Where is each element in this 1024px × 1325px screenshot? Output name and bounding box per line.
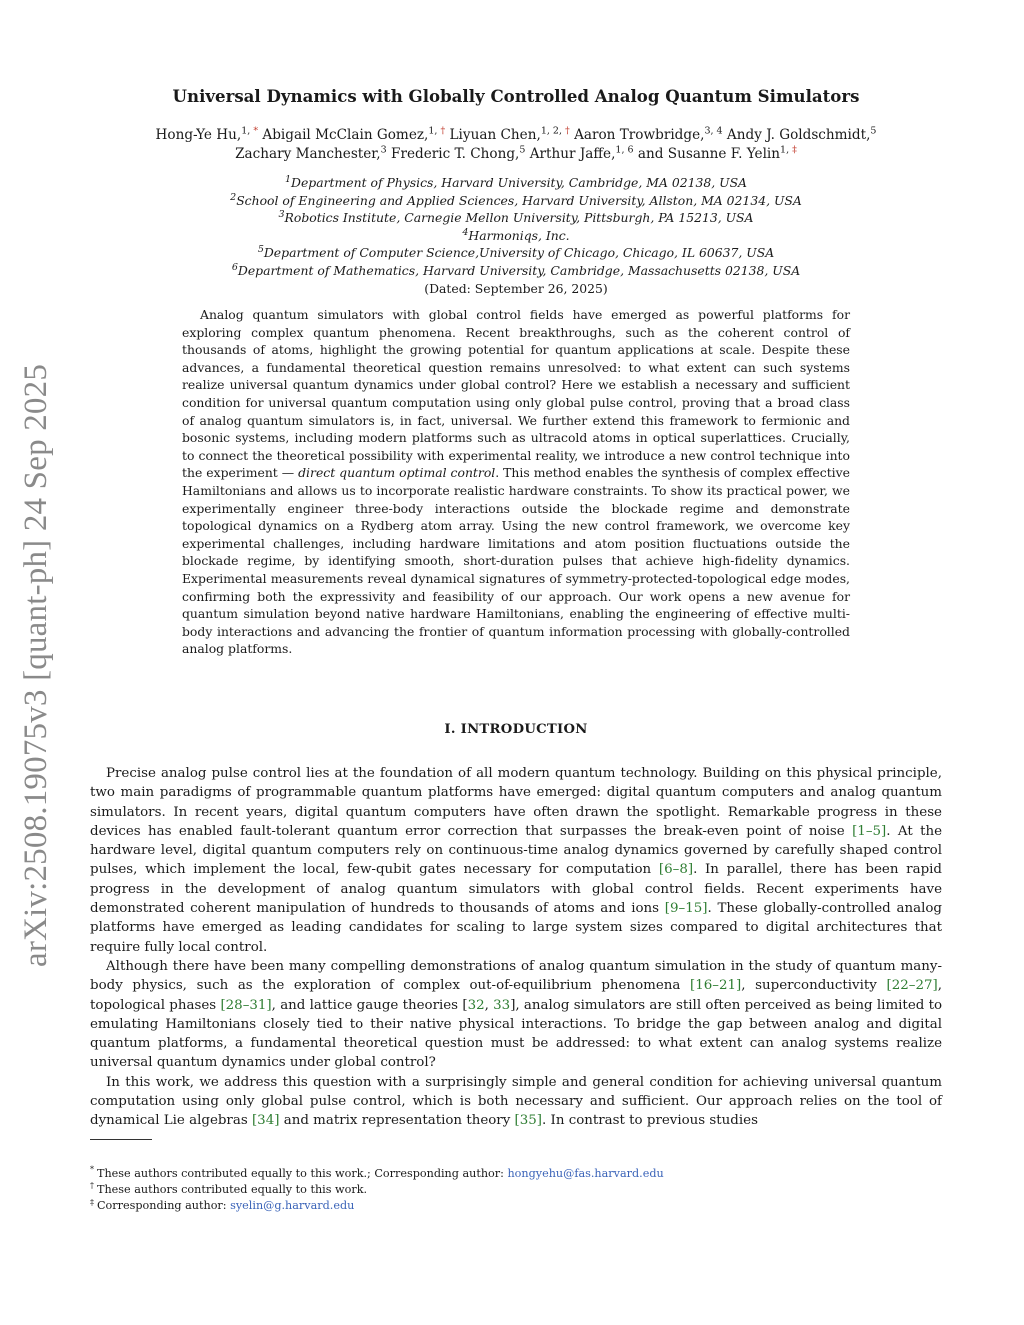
author bbox=[574, 127, 723, 143]
intro-paragraph-1 bbox=[90, 764, 942, 957]
affiliation-line bbox=[90, 209, 942, 227]
paragraph-text: . In parallel, there has been rapid progress in the development of analog quantum simulators with global control fields. Recent experiments have demonstrated coherent manipulation of hundreds to thousands of atoms and ions bbox=[90, 862, 942, 917]
dated-line: (Dated: September 26, 2025) bbox=[424, 280, 608, 296]
footnote-email-link[interactable]: syelin@g.harvard.edu bbox=[230, 1199, 355, 1213]
affiliation-text: Department of Mathematics, Harvard University, Cambridge, Massachusetts 02138, USA bbox=[237, 262, 801, 278]
affiliation-line bbox=[90, 244, 942, 262]
paragraph-text: In this work, we address this question with a surprisingly simple and general condition for achieving universal quantum computation using only global pulse control, which is both necessary and sufficient. Our approach relies on the tool of dynamical Lie algebras bbox=[90, 1074, 942, 1129]
citation-link[interactable]: [22–27] bbox=[886, 978, 938, 994]
footnote-email-link[interactable]: hongyehu@fas.harvard.edu bbox=[507, 1167, 664, 1180]
author-affiliation-marker: 1, ‡ bbox=[780, 144, 797, 156]
citation-link[interactable]: [28–31] bbox=[220, 997, 272, 1013]
author-note-marker: * bbox=[253, 125, 259, 137]
intro-paragraph-2 bbox=[90, 957, 942, 1073]
author-list bbox=[140, 126, 892, 164]
author bbox=[156, 127, 259, 143]
paragraph-text: Although there have been many compelling demonstrations of analog quantum simulation in the study of quantum many-body physics, such as the exploration of complex out-of-equilibrium phenomena bbox=[90, 958, 942, 994]
author bbox=[530, 146, 634, 162]
intro-paragraph-3 bbox=[90, 1073, 942, 1131]
author-name: Hong-Ye Hu, bbox=[155, 127, 242, 143]
arxiv-identifier: arXiv:2508.19075v3 [quant-ph] 24 Sep 2025 bbox=[18, 363, 55, 967]
footnote bbox=[90, 1182, 942, 1198]
author-name: Abigail McClain Gomez, bbox=[262, 127, 429, 143]
introduction-body bbox=[90, 764, 942, 1131]
affiliation-line bbox=[90, 174, 942, 192]
citation-link[interactable]: [9–15] bbox=[664, 901, 708, 917]
author-affiliation-marker: 1, † bbox=[428, 125, 446, 137]
affiliation-list bbox=[90, 174, 942, 297]
affiliation-number: 2 bbox=[230, 191, 237, 203]
author-affiliation-marker: 3, 4 bbox=[704, 125, 723, 137]
citation-link[interactable]: [35] bbox=[514, 1113, 543, 1129]
author-affiliation-marker: 3 bbox=[380, 144, 387, 156]
footnotes bbox=[90, 1166, 942, 1215]
author-note-marker: ‡ bbox=[792, 144, 797, 156]
author bbox=[235, 146, 387, 162]
author-affiliation-marker: 5 bbox=[870, 125, 877, 137]
paragraph-text: , superconductivity bbox=[741, 978, 887, 994]
abstract bbox=[182, 306, 850, 658]
paragraph-text: , and lattice gauge theories [ bbox=[271, 997, 468, 1013]
author-name: Aaron Trowbridge, bbox=[574, 127, 705, 143]
paragraph-text: . These globally-controlled analog platforms have emerged as leading candidates for scaling to large system sizes compared to digital architectures that require fully local control. bbox=[90, 901, 942, 955]
affiliation-number: 3 bbox=[278, 209, 285, 221]
paragraph-text: and matrix representation theory bbox=[279, 1113, 515, 1129]
author bbox=[262, 127, 445, 143]
author bbox=[450, 127, 570, 143]
footnote-marker: ‡ bbox=[90, 1197, 94, 1207]
paper-title: Universal Dynamics with Globally Controlled Analog Quantum Simulators bbox=[172, 86, 860, 106]
paragraph-text: , topological phases bbox=[90, 978, 942, 1013]
affiliation-text: Harmoniqs, Inc. bbox=[468, 227, 570, 243]
author-name: and Susanne F. Yelin bbox=[637, 146, 781, 162]
author-name: Liyuan Chen, bbox=[449, 127, 541, 143]
footnote-text: These authors contributed equally to this work. bbox=[97, 1183, 368, 1197]
footnote-marker: * bbox=[90, 1165, 94, 1175]
abstract-text-part2: . This method enables the synthesis of complex effective Hamiltonians and allows us to incorporate realistic hardware constraints. To show its practical power, we experimentally engineer three-body interactions outside the blockade regime and demonstrate topological dynamics on a Rydberg atom array. Using the new control framework, we overcome key experimental challenges, including hardware limitations and atom position fluctuations outside the blockade regime, by identifying smooth, short-duration pulses that achieve high-fidelity dynamics. Experimental measurements reveal dynamical signatures of symmetry-protected-topological edge modes, confirming both the expressivity and feasibility of our approach. Our work opens a new avenue for quantum simulation beyond native hardware Hamiltonians, enabling the engineering of effective multi-body interactions and advancing the frontier of quantum information processing with globally-controlled analog platforms. bbox=[182, 465, 850, 657]
footnote-rule bbox=[90, 1139, 152, 1140]
author-name: Arthur Jaffe, bbox=[529, 146, 616, 162]
author-name: Andy J. Goldschmidt, bbox=[726, 127, 871, 143]
author bbox=[727, 127, 877, 143]
arxiv-side-stamp bbox=[14, 350, 60, 980]
affiliation-text: Robotics Institute, Carnegie Mellon University, Pittsburgh, PA 15213, USA bbox=[284, 210, 754, 226]
citation-link[interactable]: [16–21] bbox=[690, 978, 742, 994]
paragraph-text: . In contrast to previous studies bbox=[542, 1113, 758, 1129]
citation-link[interactable]: [6–8] bbox=[658, 862, 694, 878]
author bbox=[391, 146, 525, 162]
affiliation-number: 4 bbox=[462, 226, 469, 238]
author-affiliation-marker: 5 bbox=[519, 144, 526, 156]
paragraph-text: , bbox=[484, 997, 494, 1013]
affiliation-text: Department of Physics, Harvard University, Cambridge, MA 02138, USA bbox=[291, 175, 748, 190]
citation-link[interactable]: 32 bbox=[467, 997, 485, 1013]
abstract-emphasis: direct quantum optimal control bbox=[298, 465, 496, 481]
affiliation-text: School of Engineering and Applied Sciences, Harvard University, Allston, MA 02134, USA bbox=[236, 192, 802, 208]
footnote bbox=[90, 1166, 942, 1182]
author-affiliation-marker: 1, * bbox=[241, 125, 259, 137]
affiliation-line bbox=[90, 227, 942, 245]
author-name: Zachary Manchester, bbox=[235, 146, 381, 162]
citation-link[interactable]: 33 bbox=[493, 997, 511, 1013]
author-note-marker: † bbox=[564, 125, 570, 137]
footnote-marker: † bbox=[90, 1181, 94, 1191]
author-affiliation-marker: 1, 2, † bbox=[540, 125, 570, 137]
author bbox=[638, 146, 797, 162]
citation-link[interactable]: [1–5] bbox=[852, 823, 887, 839]
affiliation-number: 1 bbox=[284, 173, 292, 185]
paragraph-text: ], analog simulators are still often perceived as being limited to emulating Hamiltonians closely tied to their native physical interactions. To bridge the gap between analog and digital quantum platforms, a fundamental theoretical question must be addressed: to what extent can analog systems realize universal quantum dynamics under global control? bbox=[90, 997, 943, 1071]
author-name: Frederic T. Chong, bbox=[391, 146, 520, 162]
footnote-text: These authors contributed equally to this work.; Corresponding author: bbox=[97, 1167, 508, 1180]
paragraph-text: Precise analog pulse control lies at the foundation of all modern quantum technology. Building on this physical principle, two main paradigms of programmable quantum platforms have emerged: digital quantum computers and analog quantum simulators. In recent years, digital quantum computers have often drawn the spotlight. Remarkable progress in these devices has enabled fault-tolerant quantum error correction that surpasses the break-even point of noise bbox=[90, 766, 942, 839]
author-affiliation-marker: 1, 6 bbox=[615, 144, 634, 156]
citation-link[interactable]: [34] bbox=[251, 1113, 280, 1129]
affiliation-text: Department of Computer Science,University of Chicago, Chicago, IL 60637, USA bbox=[263, 245, 775, 261]
abstract-text-part1: Analog quantum simulators with global control fields have emerged as powerful platforms for exploring complex quantum phenomena. Recent breakthroughs, such as the coherent control of thousands of atoms, highlight the growing potential for quantum applications at scale. Despite these advances, a fundamental theoretical question remains unresolved: to what extent can such systems realize universal quantum dynamics under global control? Here we establish a necessary and sufficient condition for universal quantum computation using only global pulse control, proving that a broad class of analog quantum simulators is, in fact, universal. We further extend this framework to fermionic and bosonic systems, including modern platforms such as ultracold atoms in optical superlattices. Crucially, to connect the theoretical possibility with experimental reality, we introduce a new control technique into the experiment — bbox=[182, 307, 850, 481]
paragraph-text: . At the hardware level, digital quantum computers rely on continuous-time analog dynamics governed by carefully shaped control pulses, which implement the local, few-qubit gates necessary for computation bbox=[90, 823, 942, 878]
affiliation-number: 5 bbox=[257, 244, 264, 256]
affiliation-line bbox=[90, 192, 942, 210]
affiliation-number: 6 bbox=[231, 261, 238, 273]
footnote bbox=[90, 1198, 942, 1214]
author-note-marker: † bbox=[440, 125, 446, 137]
affiliation-line bbox=[90, 262, 942, 280]
section-heading: I. INTRODUCTION bbox=[444, 722, 588, 737]
footnote-text: Corresponding author: bbox=[97, 1199, 231, 1213]
